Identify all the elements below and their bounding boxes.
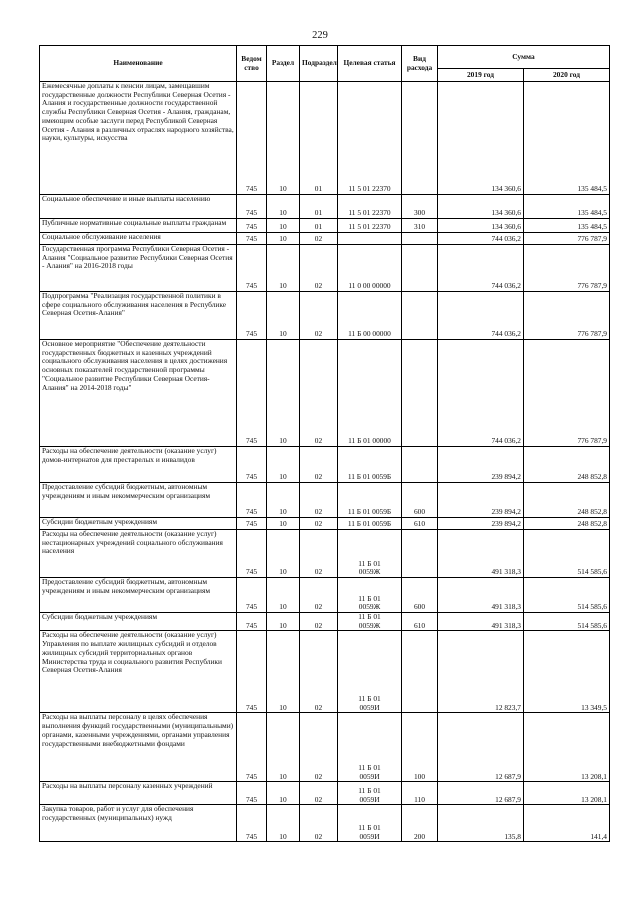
cell-ministry: 745 [237,245,267,292]
cell-name: Расходы на обеспечение деятельности (оказание услуг) домов-интернатов для престарелых и инвалидов [40,447,237,483]
cell-sum-2019: 491 318,3 [438,530,524,578]
cell-section: 10 [267,219,300,233]
cell-section: 10 [267,195,300,219]
cell-subsection: 02 [300,613,338,631]
cell-target: 11 Б 01 00000 [338,340,402,447]
cell-ministry: 745 [237,518,267,530]
cell-subsection: 02 [300,530,338,578]
cell-expense-type: 610 [402,613,438,631]
target-line: 11 Б 01 [358,786,381,795]
header-subsection: Подраздел [300,46,338,82]
cell-section: 10 [267,292,300,340]
header-year-2020: 2020 год [524,69,610,82]
cell-section: 10 [267,245,300,292]
cell-ministry: 745 [237,219,267,233]
cell-target: 11 5 01 22370 [338,219,402,233]
cell-section: 10 [267,805,300,842]
cell-expense-type: 310 [402,219,438,233]
cell-expense-type [402,82,438,195]
cell-sum-2020: 248 852,8 [524,447,610,483]
header-year-2019: 2019 год [438,69,524,82]
cell-sum-2019: 12 687,9 [438,782,524,805]
cell-ministry: 745 [237,340,267,447]
cell-expense-type [402,292,438,340]
cell-ministry: 745 [237,447,267,483]
cell-ministry: 745 [237,233,267,245]
cell-section: 10 [267,713,300,782]
cell-target: 11 Б 01 0059Б [338,483,402,518]
cell-sum-2019: 134 360,6 [438,219,524,233]
cell-section: 10 [267,782,300,805]
table-row [40,82,610,195]
cell-ministry: 745 [237,82,267,195]
cell-subsection: 02 [300,518,338,530]
cell-sum-2019: 134 360,6 [438,195,524,219]
cell-target [338,578,402,613]
cell-name: Субсидии бюджетным учреждениям [40,518,237,530]
target-line: 11 Б 01 [358,593,381,603]
cell-ministry: 745 [237,613,267,631]
cell-expense-type [402,233,438,245]
cell-sum-2020: 135 484,5 [524,219,610,233]
cell-name: Закупка товаров, работ и услуг для обеспечения государственных (муниципальных) нужд [40,805,237,842]
page-number: 229 [312,30,328,41]
cell-section: 10 [267,233,300,245]
target-line: 0059Ж [358,602,381,612]
cell-expense-type [402,631,438,713]
cell-sum-2019: 744 036,2 [438,245,524,292]
cell-sum-2019: 12 687,9 [438,713,524,782]
cell-subsection: 02 [300,578,338,613]
cell-ministry: 745 [237,713,267,782]
cell-section: 10 [267,483,300,518]
cell-sum-2020: 514 585,6 [524,530,610,578]
cell-target: 11 Б 01 0059Б [338,518,402,530]
table-row [40,713,610,782]
cell-ministry: 745 [237,578,267,613]
cell-name: Субсидии бюджетным учреждениям [40,613,237,631]
cell-ministry: 745 [237,195,267,219]
cell-name: Расходы на обеспечение деятельности (оказание услуг) нестационарных учреждений социального обслуживания населения [40,530,237,578]
table-row [40,340,610,447]
cell-target: 11 0 00 00000 [338,245,402,292]
header-name: Наименование [40,46,237,82]
cell-section: 10 [267,613,300,631]
cell-sum-2020: 776 787,9 [524,292,610,340]
table-row [40,578,610,613]
cell-name: Расходы на выплаты персоналу в целях обеспечения выполнения функций государственными (муниципальными) органами, казенными учреждениями, органами управления государственными внебюджетными фондами [40,713,237,782]
cell-name: Социальное обслуживание населения [40,233,237,245]
cell-sum-2020: 135 484,5 [524,82,610,195]
cell-name: Основное мероприятие "Обеспечение деятельности государственных бюджетных и казенных учреждений социального обслуживания населения в целях достижения основных показателей государственной программы "Социальное развитие Республики Северная Осетия-Алания" на 2014-2018 годы" [40,340,237,447]
cell-expense-type [402,447,438,483]
cell-expense-type [402,340,438,447]
cell-section: 10 [267,82,300,195]
target-line: 0059Ж [358,620,381,630]
header-target: Целевая статья [338,46,402,82]
cell-subsection: 02 [300,340,338,447]
cell-subsection: 01 [300,195,338,219]
cell-expense-type [402,245,438,292]
header-ministry: Ведом ство [237,46,267,82]
table-body [40,82,610,842]
table-row [40,233,610,245]
cell-ministry: 745 [237,805,267,842]
cell-sum-2019: 239 894,2 [438,447,524,483]
cell-subsection: 01 [300,82,338,195]
cell-subsection: 02 [300,447,338,483]
cell-sum-2020: 776 787,9 [524,233,610,245]
cell-name: Подпрограмма "Реализация государственной политики в сфере социального обслуживания населения в Республике Северная Осетия-Алания" [40,292,237,340]
cell-expense-type: 600 [402,578,438,613]
cell-expense-type: 300 [402,195,438,219]
target-line: 11 Б 01 [358,694,381,703]
cell-sum-2020: 248 852,8 [524,483,610,518]
cell-sum-2019: 239 894,2 [438,518,524,530]
cell-subsection: 02 [300,245,338,292]
cell-section: 10 [267,578,300,613]
cell-target: 11 5 01 22370 [338,82,402,195]
cell-subsection: 02 [300,713,338,782]
cell-name: Государственная программа Республики Северная Осетия - Алания "Социальное развитие Республики Северная Осетия - Алания" на 2016-2018 годы [40,245,237,292]
target-line: 11 Б 01 [358,823,381,832]
cell-expense-type: 610 [402,518,438,530]
table-row [40,613,610,631]
cell-subsection: 02 [300,233,338,245]
cell-name: Расходы на обеспечение деятельности (оказание услуг) Управления по выплате жилищных субсидий и отделов жилищных субсидий территориальных органов Министерства труда и социального развития Республики Северная Осетия-Алания [40,631,237,713]
target-line: 0059Ж [358,567,381,577]
cell-section: 10 [267,518,300,530]
cell-target: 11 5 01 22370 [338,195,402,219]
cell-section: 10 [267,631,300,713]
cell-subsection: 02 [300,292,338,340]
cell-sum-2020: 248 852,8 [524,518,610,530]
cell-name: Социальное обеспечение и иные выплаты населению [40,195,237,219]
cell-sum-2020: 514 585,6 [524,578,610,613]
cell-subsection: 02 [300,805,338,842]
cell-section: 10 [267,530,300,578]
cell-target [338,713,402,782]
table-row [40,219,610,233]
cell-sum-2019: 134 360,6 [438,82,524,195]
cell-target [338,782,402,805]
cell-target [338,613,402,631]
cell-target [338,233,402,245]
cell-ministry: 745 [237,631,267,713]
cell-sum-2019: 744 036,2 [438,292,524,340]
cell-name: Ежемесячные доплаты к пенсии лицам, замещавшим государственные должности Республики Северная Осетия - Алания и государственные должности государственной службы Республики Северная Осетия - Алания, гражданам, имеющим особые заслуги перед Республикой Северная Осетия - Алания в различных отраслях народного хозяйства, науки, культуры, искусства [40,82,237,195]
cell-ministry: 745 [237,292,267,340]
target-line: 0059И [359,702,380,712]
cell-name: Расходы на выплаты персоналу казенных учреждений [40,782,237,805]
target-line: 0059И [359,831,380,841]
cell-subsection: 01 [300,219,338,233]
cell-sum-2020: 13 208,1 [524,782,610,805]
cell-sum-2020: 514 585,6 [524,613,610,631]
cell-expense-type: 100 [402,713,438,782]
cell-expense-type: 110 [402,782,438,805]
target-line: 11 Б 01 [358,612,381,621]
cell-sum-2019: 491 318,3 [438,613,524,631]
cell-sum-2019: 239 894,2 [438,483,524,518]
table-row [40,518,610,530]
header-section: Раздел [267,46,300,82]
cell-name: Публичные нормативные социальные выплаты гражданам [40,219,237,233]
cell-subsection: 02 [300,483,338,518]
target-line: 0059И [359,794,380,804]
cell-sum-2020: 13 349,5 [524,631,610,713]
cell-target: 11 Б 01 0059Б [338,447,402,483]
cell-section: 10 [267,447,300,483]
cell-subsection: 02 [300,782,338,805]
cell-section: 10 [267,340,300,447]
table-row [40,195,610,219]
budget-table [39,45,610,842]
table-row [40,292,610,340]
header-expense-type: Вид расхода [402,46,438,82]
table-row [40,483,610,518]
cell-target [338,631,402,713]
cell-sum-2020: 13 208,1 [524,713,610,782]
cell-sum-2019: 491 318,3 [438,578,524,613]
cell-sum-2019: 135,8 [438,805,524,842]
cell-sum-2019: 12 823,7 [438,631,524,713]
cell-expense-type [402,530,438,578]
cell-expense-type: 600 [402,483,438,518]
cell-sum-2020: 776 787,9 [524,245,610,292]
target-line: 11 Б 01 [358,763,381,772]
table-row [40,805,610,842]
cell-sum-2020: 776 787,9 [524,340,610,447]
cell-target: 11 Б 00 00000 [338,292,402,340]
table-row [40,631,610,713]
cell-sum-2020: 141,4 [524,805,610,842]
cell-name: Предоставление субсидий бюджетным, автономным учреждениям и иным некоммерческим организациям [40,578,237,613]
cell-subsection: 02 [300,631,338,713]
table-row [40,245,610,292]
table-row [40,530,610,578]
table-row [40,447,610,483]
cell-target [338,805,402,842]
cell-name: Предоставление субсидий бюджетным, автономным учреждениям и иным некоммерческим организациям [40,483,237,518]
cell-ministry: 745 [237,483,267,518]
cell-ministry: 745 [237,782,267,805]
cell-expense-type: 200 [402,805,438,842]
cell-ministry: 745 [237,530,267,578]
target-line: 0059И [359,771,380,781]
cell-sum-2020: 135 484,5 [524,195,610,219]
cell-sum-2019: 744 036,2 [438,233,524,245]
cell-target [338,530,402,578]
header-sum: Сумма [438,46,610,69]
cell-sum-2019: 744 036,2 [438,340,524,447]
table-row [40,782,610,805]
target-line: 11 Б 01 [358,558,381,568]
